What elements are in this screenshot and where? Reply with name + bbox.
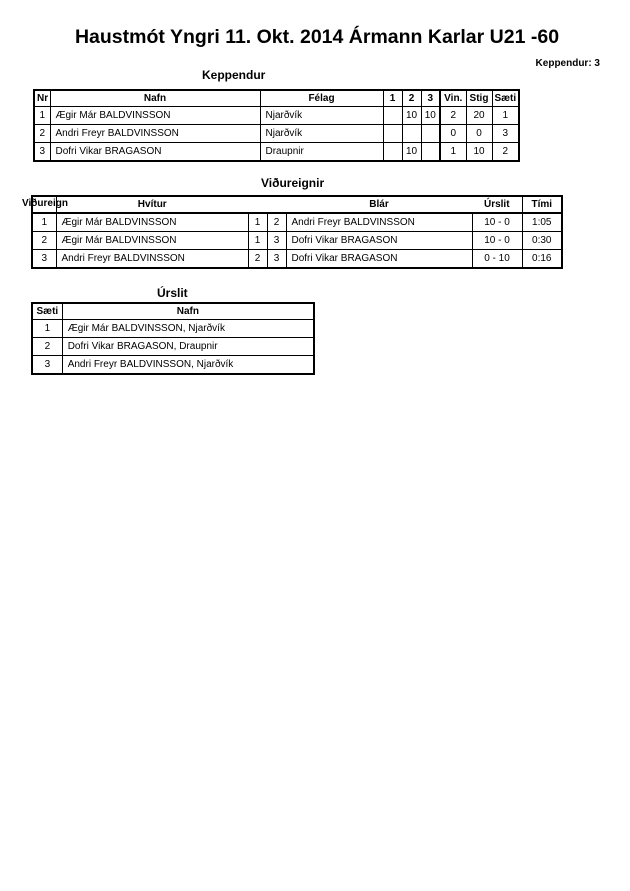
table-row — [34, 125, 519, 143]
competitor-r1 — [383, 125, 402, 143]
competitor-r1 — [383, 143, 402, 162]
competitors-count: Keppendur: 3 — [535, 58, 600, 69]
competitor-club: Njarðvík — [260, 107, 383, 125]
matches-header-spacer — [267, 196, 286, 213]
match-white: Ægir Már BALDVINSSON — [56, 232, 248, 250]
table-row — [32, 232, 562, 250]
matches-table — [31, 195, 563, 269]
result-name: Andri Freyr BALDVINSSON, Njarðvík — [62, 356, 314, 375]
results-heading: Úrslit — [157, 286, 188, 300]
col-header: Nr — [34, 90, 50, 107]
competitor-place: 3 — [492, 125, 519, 143]
competitor-name: Andri Freyr BALDVINSSON — [50, 125, 260, 143]
competitor-place: 2 — [492, 143, 519, 162]
competitor-place: 1 — [492, 107, 519, 125]
col-header: 3 — [421, 90, 440, 107]
match-time: 0:30 — [522, 232, 562, 250]
matches-col-header: Viðureign — [22, 198, 68, 209]
table-row — [32, 338, 314, 356]
match-number: 3 — [41, 253, 48, 264]
match-white-nr: 2 — [248, 250, 267, 269]
col-header: Nafn — [50, 90, 260, 107]
match-blue-nr: 3 — [267, 232, 286, 250]
competitor-r3: 10 — [421, 107, 440, 125]
competitor-r1 — [383, 107, 402, 125]
page-title: Haustmót Yngri 11. Okt. 2014 Ármann Karlar U21 -60 — [74, 26, 560, 48]
match-blue-nr: 3 — [267, 250, 286, 269]
competitor-r3 — [421, 143, 440, 162]
match-number: 1 — [32, 213, 56, 232]
col-header: Stig — [466, 90, 492, 107]
competitor-club: Draupnir — [260, 143, 383, 162]
match-time: 1:05 — [522, 213, 562, 232]
col-header: Nafn — [62, 303, 314, 320]
competitor-club: Njarðvík — [260, 125, 383, 143]
competitor-nr: 2 — [34, 125, 50, 143]
col-header: 1 — [383, 90, 402, 107]
col-header: Vin. — [440, 90, 466, 107]
match-blue: Dofri Vikar BRAGASON — [286, 250, 472, 269]
match-white-nr: 1 — [248, 232, 267, 250]
col-header: Félag — [260, 90, 383, 107]
match-blue-nr: 2 — [267, 213, 286, 232]
match-white-nr: 1 — [248, 213, 267, 232]
competitor-name: Ægir Már BALDVINSSON — [50, 107, 260, 125]
match-blue: Andri Freyr BALDVINSSON — [286, 213, 472, 232]
match-blue: Dofri Vikar BRAGASON — [286, 232, 472, 250]
competitor-name: Dofri Vikar BRAGASON — [50, 143, 260, 162]
competitor-wins: 0 — [440, 125, 466, 143]
competitor-points: 0 — [466, 125, 492, 143]
competitor-wins: 2 — [440, 107, 466, 125]
competitor-r3 — [421, 125, 440, 143]
competitor-nr: 3 — [39, 146, 46, 157]
competitor-wins: 1 — [440, 143, 466, 162]
competitors-table — [33, 89, 520, 162]
result-name: Ægir Már BALDVINSSON, Njarðvík — [62, 320, 314, 338]
match-result: 0 - 10 — [472, 250, 522, 269]
competitor-points: 10 — [466, 143, 492, 162]
col-header: Blár — [286, 196, 472, 213]
col-header: 2 — [402, 90, 421, 107]
matches-heading: Viðureignir — [261, 176, 325, 190]
col-header: Hvítur — [56, 196, 248, 213]
result-place: 3 — [44, 359, 51, 370]
match-white: Andri Freyr BALDVINSSON — [56, 250, 248, 269]
match-time: 0:16 — [522, 250, 562, 269]
competitors-header-row — [34, 90, 519, 107]
matches-header-spacer — [32, 196, 56, 213]
table-row — [32, 320, 314, 338]
table-row — [32, 356, 314, 375]
table-row — [34, 107, 519, 125]
match-number: 2 — [32, 232, 56, 250]
competitor-r2 — [402, 125, 421, 143]
result-place: 2 — [32, 338, 62, 356]
competitor-r2: 10 — [402, 107, 421, 125]
result-place: 1 — [32, 320, 62, 338]
competitors-heading: Keppendur — [202, 68, 266, 82]
table-row — [34, 143, 519, 162]
result-name: Dofri Vikar BRAGASON, Draupnir — [62, 338, 314, 356]
table-row — [32, 213, 562, 232]
match-result: 10 - 0 — [472, 232, 522, 250]
results-table — [31, 302, 315, 375]
col-header: Úrslit — [472, 196, 522, 213]
competitor-nr: 1 — [34, 107, 50, 125]
table-row — [32, 250, 562, 269]
col-header: Tími — [522, 196, 562, 213]
match-result: 10 - 0 — [472, 213, 522, 232]
competitor-points: 20 — [466, 107, 492, 125]
competitor-r2: 10 — [402, 143, 421, 162]
col-header: Sæti — [492, 90, 519, 107]
col-header: Sæti — [32, 303, 62, 320]
match-white: Ægir Már BALDVINSSON — [56, 213, 248, 232]
matches-header-spacer — [248, 196, 267, 213]
